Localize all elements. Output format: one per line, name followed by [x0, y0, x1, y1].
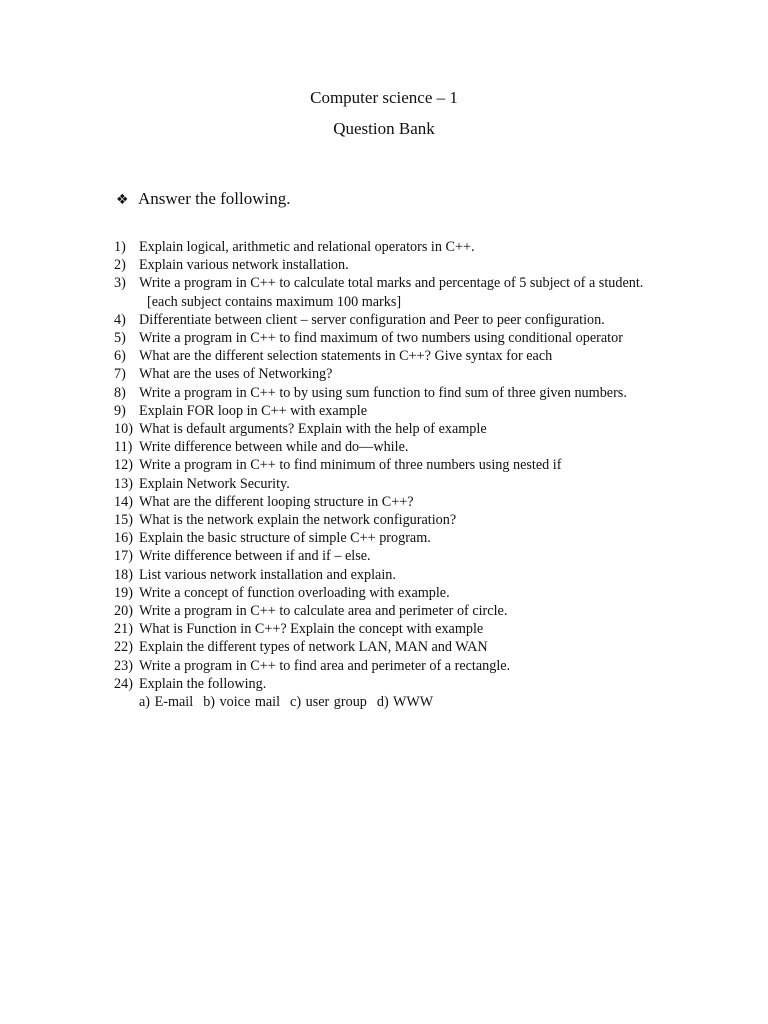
question-body [139, 493, 674, 511]
question-text: Explain Network Security. [139, 475, 290, 492]
question-text: Explain FOR loop in C++ with example [139, 402, 368, 419]
question-item [114, 274, 674, 310]
question-number: 19) [114, 584, 133, 601]
question-item [114, 493, 674, 511]
question-body [139, 511, 674, 529]
question-item [114, 584, 674, 602]
question-item [114, 256, 674, 274]
question-body [139, 420, 674, 438]
question-subitems [139, 693, 674, 711]
question-text: Explain the different types of network LAN, MAN and WAN [139, 639, 488, 656]
question-number: 22) [114, 639, 133, 656]
question-subitem: a) E-mail [139, 694, 194, 711]
question-body [139, 402, 674, 420]
question-item [114, 438, 674, 456]
document-subtitle: Question Bank [333, 119, 435, 138]
question-number: 20) [114, 603, 133, 620]
question-item [114, 547, 674, 565]
question-item [114, 402, 674, 420]
question-item [114, 365, 674, 383]
question-item [114, 675, 674, 711]
question-number: 23) [114, 657, 133, 674]
question-text: Explain the basic structure of simple C++ program. [139, 530, 431, 547]
question-number: 15) [114, 512, 133, 529]
question-body [139, 638, 674, 656]
question-body [139, 620, 674, 638]
question-text: Differentiate between client – server configuration and Peer to peer configuration. [139, 311, 605, 328]
question-item [114, 566, 674, 584]
question-number: 5) [114, 330, 126, 347]
question-text: What are the uses of Networking? [139, 366, 333, 383]
question-number: 13) [114, 475, 133, 492]
question-text: Write a program in C++ to calculate area and perimeter of circle. [139, 603, 508, 620]
question-number: 4) [114, 311, 126, 328]
question-body [139, 438, 674, 456]
diamond-bullet-icon: ❖ [116, 192, 129, 208]
question-body [139, 365, 674, 383]
question-note: [each subject contains maximum 100 marks] [147, 293, 402, 310]
question-item [114, 620, 674, 638]
question-text: What are the different looping structure in C++? [139, 493, 414, 510]
question-item [114, 456, 674, 474]
question-number: 18) [114, 566, 133, 583]
question-body [139, 238, 674, 256]
question-item [114, 329, 674, 347]
question-body [139, 456, 674, 474]
question-item [114, 347, 674, 365]
question-item [114, 529, 674, 547]
question-text: Write difference between while and do—while. [139, 439, 409, 456]
question-item [114, 602, 674, 620]
section-heading-text: Answer the following. [138, 189, 291, 208]
question-subitem: b) voice mail [203, 694, 281, 711]
question-text: What are the different selection statements in C++? Give syntax for each [139, 348, 553, 365]
question-body [139, 675, 674, 711]
question-number: 12) [114, 457, 133, 474]
question-body [139, 256, 674, 274]
question-number: 24) [114, 675, 133, 692]
question-text: Write a program in C++ to by using sum function to find sum of three given numbers. [139, 384, 627, 401]
question-body [139, 566, 674, 584]
question-item [114, 238, 674, 256]
question-number: 17) [114, 548, 133, 565]
question-number: 10) [114, 421, 133, 438]
question-number: 3) [114, 275, 126, 292]
question-item [114, 311, 674, 329]
question-text: Write a concept of function overloading with example. [139, 584, 450, 601]
question-body [139, 547, 674, 565]
question-number: 14) [114, 493, 133, 510]
question-text: What is Function in C++? Explain the concept with example [139, 621, 484, 638]
question-number: 9) [114, 402, 126, 419]
question-subitem: c) user group [290, 694, 367, 711]
question-text: What is default arguments? Explain with the help of example [139, 421, 487, 438]
question-body [139, 657, 674, 675]
question-number: 8) [114, 384, 126, 401]
question-subitem: d) WWW [376, 694, 434, 711]
question-item [114, 511, 674, 529]
question-list [114, 238, 674, 711]
question-text: Write a program in C++ to calculate total marks and percentage of 5 subject of a student. [139, 275, 644, 292]
question-text: Explain various network installation. [139, 257, 349, 274]
question-text: Write a program in C++ to find minimum of three numbers using nested if [139, 457, 562, 474]
question-body [139, 347, 674, 365]
question-number: 11) [114, 439, 133, 456]
question-number: 7) [114, 366, 126, 383]
question-item [114, 384, 674, 402]
question-body [139, 475, 674, 493]
question-text: List various network installation and explain. [139, 566, 396, 583]
document-title: Computer science – 1 [310, 88, 458, 107]
question-number: 16) [114, 530, 133, 547]
question-number: 2) [114, 257, 126, 274]
section-heading [116, 189, 291, 210]
question-body [139, 274, 674, 310]
question-body [139, 329, 674, 347]
question-text: Write a program in C++ to find maximum of two numbers using conditional operator [139, 330, 623, 347]
question-item [114, 420, 674, 438]
question-text: Explain logical, arithmetic and relational operators in C++. [139, 239, 475, 255]
question-text: Write difference between if and if – else. [139, 548, 371, 565]
question-number: 21) [114, 621, 133, 638]
question-body [139, 529, 674, 547]
question-item [114, 657, 674, 675]
question-item [114, 638, 674, 656]
question-body [139, 602, 674, 620]
question-text: Explain the following. [139, 675, 267, 692]
question-number: 6) [114, 348, 126, 365]
question-body [139, 384, 674, 402]
question-text: What is the network explain the network configuration? [139, 512, 457, 529]
question-body [139, 311, 674, 329]
question-number: 1) [114, 239, 126, 255]
question-body [139, 584, 674, 602]
question-text: Write a program in C++ to find area and perimeter of a rectangle. [139, 657, 511, 674]
question-item [114, 475, 674, 493]
